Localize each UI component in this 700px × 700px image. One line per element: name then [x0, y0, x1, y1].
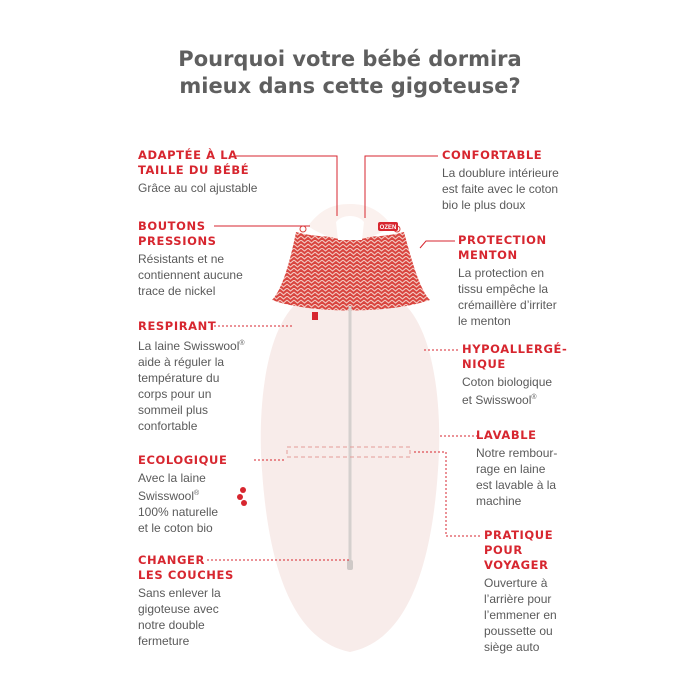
- feature-adaptee: [138, 148, 268, 196]
- feature-heading: CONFORTABLE: [442, 148, 543, 162]
- svg-text:OZEN: OZEN: [379, 225, 397, 231]
- feature-description: Avec la laine Swisswool® 100% naturelle et le coton bio: [138, 471, 219, 535]
- feature-heading: LAVABLE: [476, 428, 537, 442]
- feature-pratique: [484, 528, 614, 655]
- title-line-1: Pourquoi votre bébé dormira: [178, 47, 522, 71]
- feature-lavable: [476, 428, 606, 509]
- feature-heading: HYPOALLERGÉ- NIQUE: [462, 342, 568, 371]
- feature-heading: PRATIQUE POUR VOYAGER: [484, 528, 554, 572]
- page-title: [0, 46, 700, 100]
- feature-description: Ouverture à l’arrière pour l’emmener en poussette ou siège auto: [484, 576, 557, 654]
- feature-description: La protection en tissu empêche la crémaillère d’irriter le menton: [458, 266, 557, 328]
- feature-confortable: [442, 148, 572, 213]
- feature-protection: [458, 233, 588, 329]
- feature-description: Notre rembour- rage en laine est lavable à la machine: [476, 446, 558, 508]
- feature-ecologique: [138, 453, 268, 536]
- feature-hypoallergenique: [462, 342, 592, 408]
- feature-changer: [138, 553, 268, 649]
- feature-description: La doublure intérieure est faite avec le coton bio le plus doux: [442, 166, 559, 212]
- side-label: [312, 312, 318, 320]
- feature-heading: BOUTONS PRESSIONS: [138, 219, 217, 248]
- feature-heading: PROTECTION MENTON: [458, 233, 547, 262]
- title-line-2: mieux dans cette gigoteuse?: [179, 74, 521, 98]
- feature-description: La laine Swisswool® aide à réguler la température du corps pour un sommeil plus confortable: [138, 339, 245, 433]
- brand-tag: [378, 222, 398, 231]
- feature-description: Grâce au col ajustable: [138, 181, 258, 195]
- feature-heading: ADAPTÉE À LA TAILLE DU BÉBÉ: [138, 148, 250, 177]
- snap-button-left: [300, 226, 306, 232]
- chin-guard: [336, 216, 364, 240]
- feature-respirant: [138, 319, 268, 434]
- sleeping-bag-yoke: [272, 232, 430, 311]
- feature-heading: CHANGER LES COUCHES: [138, 553, 234, 582]
- feature-description: Résistants et ne contiennent aucune trace de nickel: [138, 252, 243, 298]
- feature-heading: ECOLOGIQUE: [138, 453, 228, 467]
- feature-heading: RESPIRANT: [138, 319, 217, 333]
- feature-description: Coton biologique et Swisswool®: [462, 375, 553, 407]
- feature-description: Sans enlever la gigoteuse avec notre double fermeture: [138, 586, 221, 648]
- zipper-pull: [347, 560, 353, 570]
- feature-boutons: [138, 219, 268, 299]
